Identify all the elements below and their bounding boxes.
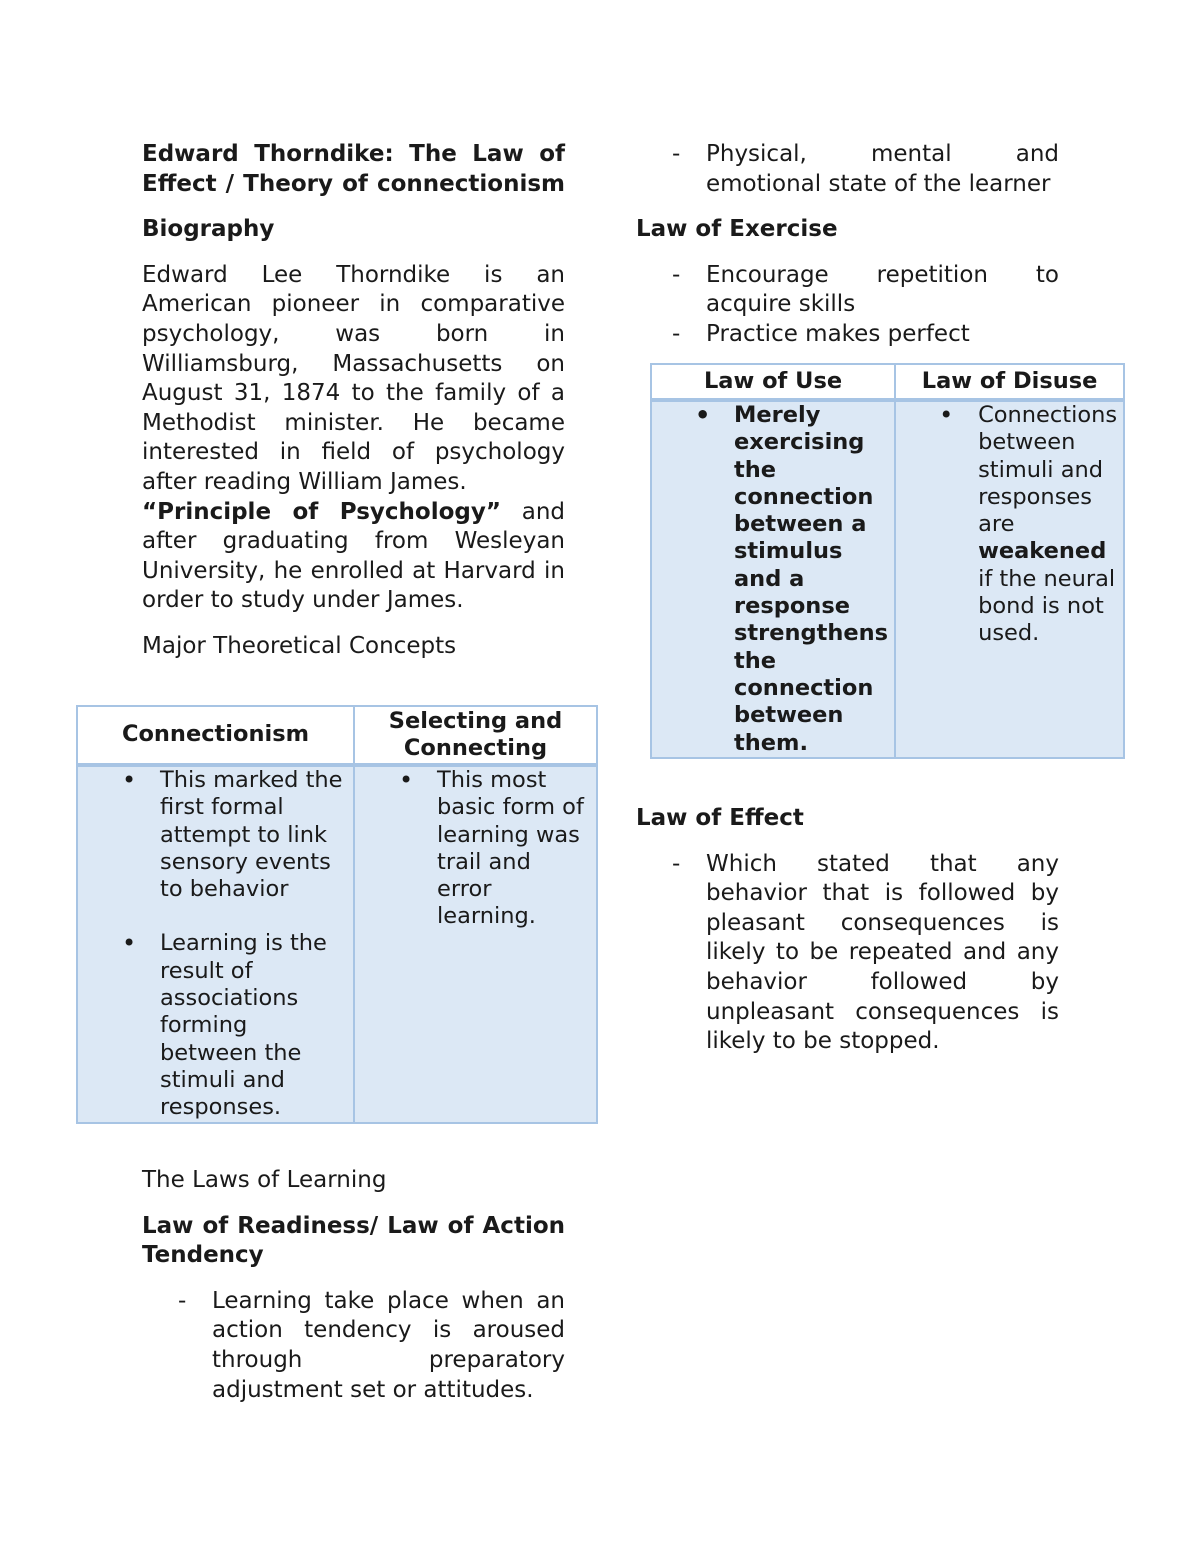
disuse-text-2: if the neural bond is not used. [978, 565, 1116, 647]
list-item: - Learning take place when an action tendency is aroused through preparatory adjustment set or attitudes. [142, 1287, 565, 1405]
laws-section [142, 1166, 565, 1405]
table-header-row [651, 364, 1124, 400]
header-law-of-use: Law of Use [651, 364, 895, 400]
list-item: • Learning is the result of associations forming between the stimuli and responses. [78, 930, 353, 1121]
list-item: • Merely exercising the connection between a stimulus and a response strengthens the connection between them. [652, 402, 894, 757]
left-column [142, 140, 565, 662]
header-law-of-disuse: Law of Disuse [895, 364, 1124, 400]
list-item: - Which stated that any behavior that is followed by pleasant consequences is likely to be repeated and any behavior followed by unpleasant consequences is likely to be stopped. [636, 850, 1059, 1057]
disuse-bold: weakened [978, 538, 1107, 565]
concepts-label: Major Theoretical Concepts [142, 632, 457, 659]
table-row [651, 400, 1124, 758]
list-item: - Physical, mental and emotional state of the learner [636, 140, 1059, 199]
header-selecting: Selecting and Connecting [354, 706, 597, 765]
list-item: - Encourage repetition to acquire skills [636, 261, 1059, 320]
readiness-list [142, 1287, 565, 1405]
disuse-cell [895, 400, 1124, 758]
use-disuse-table [650, 363, 1125, 759]
table-row [77, 765, 597, 1123]
disuse-text-1: Connections between stimuli and responses are [978, 402, 1118, 538]
selecting-cell [354, 765, 597, 1123]
readiness-cont-list [636, 140, 1059, 199]
bio-text-1: Edward Lee Thorndike is an American pioneer in comparative psychology, was born in Williamsburg, Massachusetts on August 31, 1874 to the family of a Methodist minister. He became interested in field of psychology after reading William James. [142, 261, 565, 495]
biography-paragraph [142, 261, 565, 616]
laws-label: The Laws of Learning [142, 1167, 387, 1193]
connectionism-cell [77, 765, 354, 1123]
concepts-table [76, 705, 598, 1124]
exercise-list [636, 261, 1059, 350]
table-header-row [77, 706, 597, 765]
list-item: - Practice makes perfect [636, 320, 1059, 350]
bio-text-2: and after graduating from Wesleyan University, he enrolled at Harvard in order to study under James. [142, 498, 565, 614]
list-item: • This marked the first formal attempt to link sensory events to behavior [78, 767, 353, 903]
effect-section [636, 804, 1059, 1057]
use-cell [651, 400, 895, 758]
biography-heading: Biography [142, 216, 275, 243]
header-connectionism: Connectionism [77, 706, 354, 765]
bio-bold-title: “Principle of Psychology” [142, 498, 501, 525]
exercise-heading: Law of Exercise [636, 216, 838, 243]
effect-heading: Law of Effect [636, 805, 804, 831]
effect-list [636, 850, 1059, 1057]
list-item [896, 402, 1123, 648]
readiness-heading: Law of Readiness/ Law of Action Tendency [142, 1212, 565, 1269]
list-item: • This most basic form of learning was trail and error learning. [355, 767, 596, 931]
document-title: Edward Thorndike: The Law of Effect / Theory of connectionism [142, 141, 565, 197]
right-column [636, 140, 1059, 350]
